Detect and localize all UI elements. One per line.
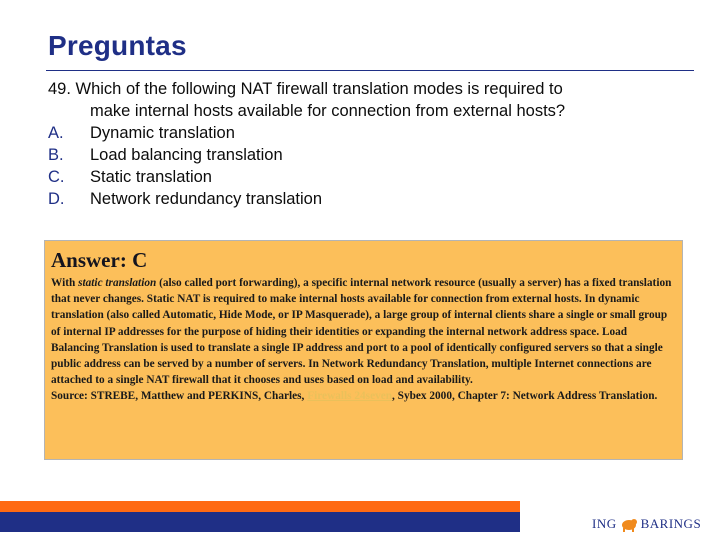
answer-title: Answer: C — [51, 248, 148, 272]
slide-title: Preguntas — [48, 30, 187, 61]
option-b-letter: B. — [48, 146, 64, 164]
option-b — [48, 144, 698, 166]
title-divider — [46, 70, 694, 71]
ing-barings-logo — [592, 514, 701, 534]
option-d — [48, 188, 698, 210]
logo-text-barings: BARINGS — [640, 516, 702, 531]
question-block — [48, 78, 698, 210]
option-d-text: Network redundancy translation — [90, 190, 323, 208]
source-prefix: Source: STREBE, Matthew and PERKINS, Charles, — [51, 390, 308, 403]
answer-box — [44, 240, 683, 460]
option-c-text: Static translation — [90, 168, 212, 186]
footer-bar-blue — [0, 512, 520, 532]
answer-body-text: (also called port forwarding), a specific internal network resource (usually a server) has a fixed translation that never changes. Static NAT is required to make internal hosts available for connection from external hosts. In dynamic translation (also called Automatic, Hide Mode, or IP Masquerade), a large group of internal clients share a single or small group of internal IP addresses for the purpose of hiding their identities or expanding the internal network address space. Load Balancing Translation is used to translate a single IP address and port to a pool of identically configured servers so that a single public address can be served by a number of servers. In Network Redundancy Translation, multiple Internet connections are attached to a single NAT firewall that it chooses and uses based on load and availability. — [51, 277, 672, 387]
footer-bar-orange — [0, 501, 520, 512]
option-c — [48, 166, 698, 188]
book-title-link[interactable]: Firewalls 24seven — [307, 390, 393, 403]
option-a-text: Dynamic translation — [90, 124, 235, 142]
lion-icon — [619, 516, 639, 532]
option-d-letter: D. — [48, 190, 65, 208]
question-text-line2: make internal hosts available for connection from external hosts? — [90, 102, 566, 120]
option-a — [48, 122, 698, 144]
option-c-letter: C. — [48, 168, 65, 186]
answer-explanation — [51, 275, 676, 405]
static-translation-term: static translation — [78, 277, 157, 289]
option-b-text: Load balancing translation — [90, 146, 283, 164]
answer-with: With — [51, 277, 79, 289]
source-suffix: , Sybex 2000, Chapter 7: Network Address Translation. — [392, 390, 658, 403]
logo-text-ing: ING — [592, 516, 617, 531]
question-text-line1: 49. Which of the following NAT firewall translation modes is required to — [48, 80, 563, 98]
option-a-letter: A. — [48, 124, 64, 142]
